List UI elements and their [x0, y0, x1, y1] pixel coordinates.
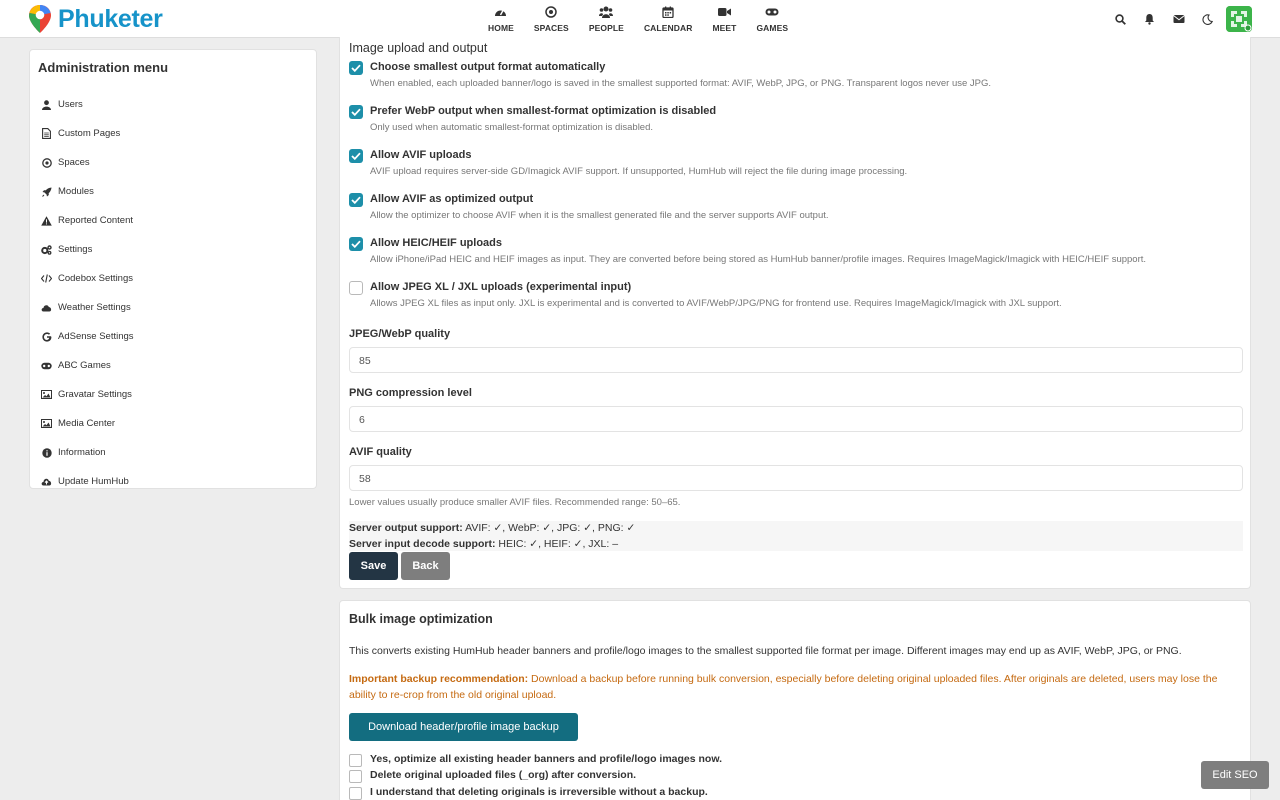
backup-warning-label: Important backup recommendation:	[349, 673, 529, 685]
png-compression-label: PNG compression level	[349, 387, 472, 399]
option-help: Allows JPEG XL files as input only. JXL is experimental and is converted to AVIF/WebP/JPG/PNG for frontend use. Requires ImageMagick/Imagick with JXL support.	[370, 298, 1062, 309]
option-label: Allow AVIF uploads	[370, 149, 472, 161]
envelope-icon[interactable]	[1164, 9, 1193, 29]
nav-home[interactable]	[478, 5, 524, 33]
sidebar-item-custom-pages[interactable]	[40, 119, 134, 148]
nav-meet-label: MEET	[712, 23, 737, 33]
google-icon	[41, 331, 52, 342]
sidebar-item-label: Users	[58, 99, 83, 110]
sidebar-item-label: Reported Content	[58, 215, 133, 226]
output-support-value: AVIF: ✓, WebP: ✓, JPG: ✓, PNG: ✓	[462, 522, 636, 534]
backup-warning-text: Download a backup before running bulk conversion, especially before deleting original uploaded files. After originals are deleted, users may lose the ability to re-crop from the old original upload.	[349, 673, 1218, 701]
sidebar-item-abc-games[interactable]	[40, 351, 134, 380]
checkbox-label: Yes, optimize all existing header banners and profile/logo images now.	[370, 753, 723, 765]
spaces-icon	[41, 157, 52, 168]
sidebar-item-codebox-settings[interactable]	[40, 264, 134, 293]
server-support-box	[349, 521, 1243, 551]
option-help: Allow iPhone/iPad HEIC and HEIF images as input. They are converted before being stored as HumHub banner/profile images. Requires ImageMagick/Imagick with HEIC/HEIF support.	[370, 254, 1147, 265]
cloud-icon	[41, 302, 52, 313]
option-label: Allow AVIF as optimized output	[370, 193, 534, 205]
input-support-label: Server input decode support:	[349, 538, 496, 550]
checkbox-checked[interactable]	[349, 193, 363, 207]
sidebar-item-label: Modules	[58, 186, 94, 197]
nav-people[interactable]	[579, 5, 634, 33]
checkbox-label: Delete original uploaded files (_org) after conversion.	[370, 769, 637, 781]
file-icon	[41, 128, 52, 139]
nav-spaces-label: SPACES	[533, 23, 569, 33]
sidebar-item-media-center[interactable]	[40, 409, 134, 438]
option-help: AVIF upload requires server-side GD/Imagick AVIF support. If unsupported, HumHub will reject the file during image processing.	[370, 166, 908, 177]
nav-games[interactable]	[746, 5, 798, 33]
jpeg-quality-label: JPEG/WebP quality	[349, 328, 451, 340]
sidebar-item-label: AdSense Settings	[58, 331, 134, 342]
download-backup-button[interactable]: Download header/profile image backup	[349, 713, 578, 741]
sidebar-item-settings[interactable]	[40, 235, 134, 264]
top-navbar	[0, 0, 1280, 38]
checkbox-checked[interactable]	[349, 237, 363, 251]
avif-quality-input[interactable]: 58	[349, 465, 1243, 491]
checkbox-unchecked[interactable]	[349, 787, 362, 800]
brand-logo[interactable]	[28, 4, 163, 34]
output-support-line	[349, 522, 635, 534]
sidebar-item-label: Gravatar Settings	[58, 389, 132, 400]
bulk-title: Bulk image optimization	[349, 612, 493, 626]
jpeg-quality-input[interactable]: 85	[349, 347, 1243, 373]
admin-sidebar	[29, 49, 317, 489]
bulk-optimization-panel	[339, 600, 1251, 800]
image-icon	[41, 389, 52, 400]
sidebar-item-adsense-settings[interactable]	[40, 322, 134, 351]
rocket-icon	[41, 186, 52, 197]
checkbox-unchecked[interactable]	[349, 281, 363, 295]
people-icon	[599, 5, 613, 19]
checkbox-unchecked[interactable]	[349, 754, 362, 767]
edit-seo-button[interactable]: Edit SEO	[1201, 761, 1269, 789]
video-icon	[717, 5, 731, 19]
cogs-icon	[41, 244, 52, 255]
section-title: Image upload and output	[349, 41, 488, 55]
sidebar-item-label: Update HumHub	[58, 476, 129, 487]
top-tools	[1106, 9, 1222, 29]
bulk-description: This converts existing HumHub header banners and profile/logo images to the smallest supported file format per image. Different images may end up as AVIF, WebP, JPG, or PNG.	[349, 645, 1182, 657]
sidebar-item-label: Weather Settings	[58, 302, 131, 313]
checkbox-unchecked[interactable]	[349, 770, 362, 783]
option-help: When enabled, each uploaded banner/logo is saved in the smallest supported format: AVIF, WebP, JPG, or PNG. Transparent logos never use JPG.	[370, 78, 992, 89]
image-icon	[41, 418, 52, 429]
input-support-line	[349, 538, 618, 550]
admin-menu	[40, 90, 134, 496]
output-support-label: Server output support:	[349, 522, 463, 534]
nav-calendar-label: CALENDAR	[643, 23, 693, 33]
option-help: Only used when automatic smallest-format optimization is disabled.	[370, 122, 654, 133]
nav-people-label: PEOPLE	[588, 23, 624, 33]
avatar[interactable]	[1226, 6, 1252, 32]
sidebar-item-users[interactable]	[40, 90, 134, 119]
checkbox-checked[interactable]	[349, 105, 363, 119]
brand-name: Phuketer	[58, 4, 163, 33]
option-label: Prefer WebP output when smallest-format optimization is disabled	[370, 105, 717, 117]
nav-games-label: GAMES	[756, 23, 789, 33]
sidebar-item-update-humhub[interactable]	[40, 467, 134, 496]
spaces-icon	[544, 5, 558, 19]
moon-icon[interactable]	[1193, 9, 1222, 29]
avif-quality-label: AVIF quality	[349, 446, 412, 458]
user-icon	[41, 99, 52, 110]
search-icon[interactable]	[1106, 9, 1135, 29]
sidebar-item-spaces[interactable]	[40, 148, 134, 177]
sidebar-item-label: Settings	[58, 244, 93, 255]
checkbox-label: I understand that deleting originals is irreversible without a backup.	[370, 786, 708, 798]
calendar-icon	[661, 5, 675, 19]
gamepad-icon	[765, 5, 779, 19]
sidebar-item-label: Media Center	[58, 418, 116, 429]
sidebar-item-modules[interactable]	[40, 177, 134, 206]
sidebar-item-label: Custom Pages	[58, 128, 121, 139]
option-help: Allow the optimizer to choose AVIF when it is the smallest generated file and the server supports AVIF output.	[370, 210, 829, 221]
warning-icon	[41, 215, 52, 226]
sidebar-item-label: ABC Games	[58, 360, 111, 371]
bell-icon[interactable]	[1135, 9, 1164, 29]
sidebar-item-label: Spaces	[58, 157, 90, 168]
option-label: Choose smallest output format automatically	[370, 61, 606, 73]
sidebar-item-reported-content[interactable]	[40, 206, 134, 235]
gamepad-icon	[41, 360, 52, 371]
avif-quality-help: Lower values usually produce smaller AVIF files. Recommended range: 50–65.	[349, 497, 681, 508]
sidebar-item-gravatar-settings[interactable]	[40, 380, 134, 409]
map-pin-logo-icon	[28, 4, 52, 34]
backup-warning	[349, 671, 1243, 703]
nav-meet[interactable]	[702, 5, 746, 33]
sidebar-title: Administration menu	[38, 60, 169, 75]
sidebar-item-information[interactable]	[40, 438, 134, 467]
image-upload-panel	[339, 37, 1251, 589]
sidebar-item-weather-settings[interactable]	[40, 293, 134, 322]
png-compression-input[interactable]: 6	[349, 406, 1243, 432]
option-label: Allow HEIC/HEIF uploads	[370, 237, 503, 249]
dashboard-icon	[494, 5, 508, 19]
sidebar-item-label: Codebox Settings	[58, 273, 133, 284]
back-button[interactable]: Back	[401, 552, 450, 580]
checkbox-checked[interactable]	[349, 149, 363, 163]
nav-calendar[interactable]	[634, 5, 703, 33]
nav-home-label: HOME	[488, 23, 514, 33]
save-button[interactable]: Save	[349, 552, 398, 580]
checkbox-checked[interactable]	[349, 61, 363, 75]
main-nav	[478, 5, 798, 33]
nav-spaces[interactable]	[524, 5, 579, 33]
info-icon	[41, 447, 52, 458]
option-label: Allow JPEG XL / JXL uploads (experimental input)	[370, 281, 632, 293]
cloud-upload-icon	[41, 476, 52, 487]
sidebar-item-label: Information	[58, 447, 106, 458]
code-icon	[41, 273, 52, 284]
input-support-value: HEIC: ✓, HEIF: ✓, JXL: –	[495, 538, 619, 550]
